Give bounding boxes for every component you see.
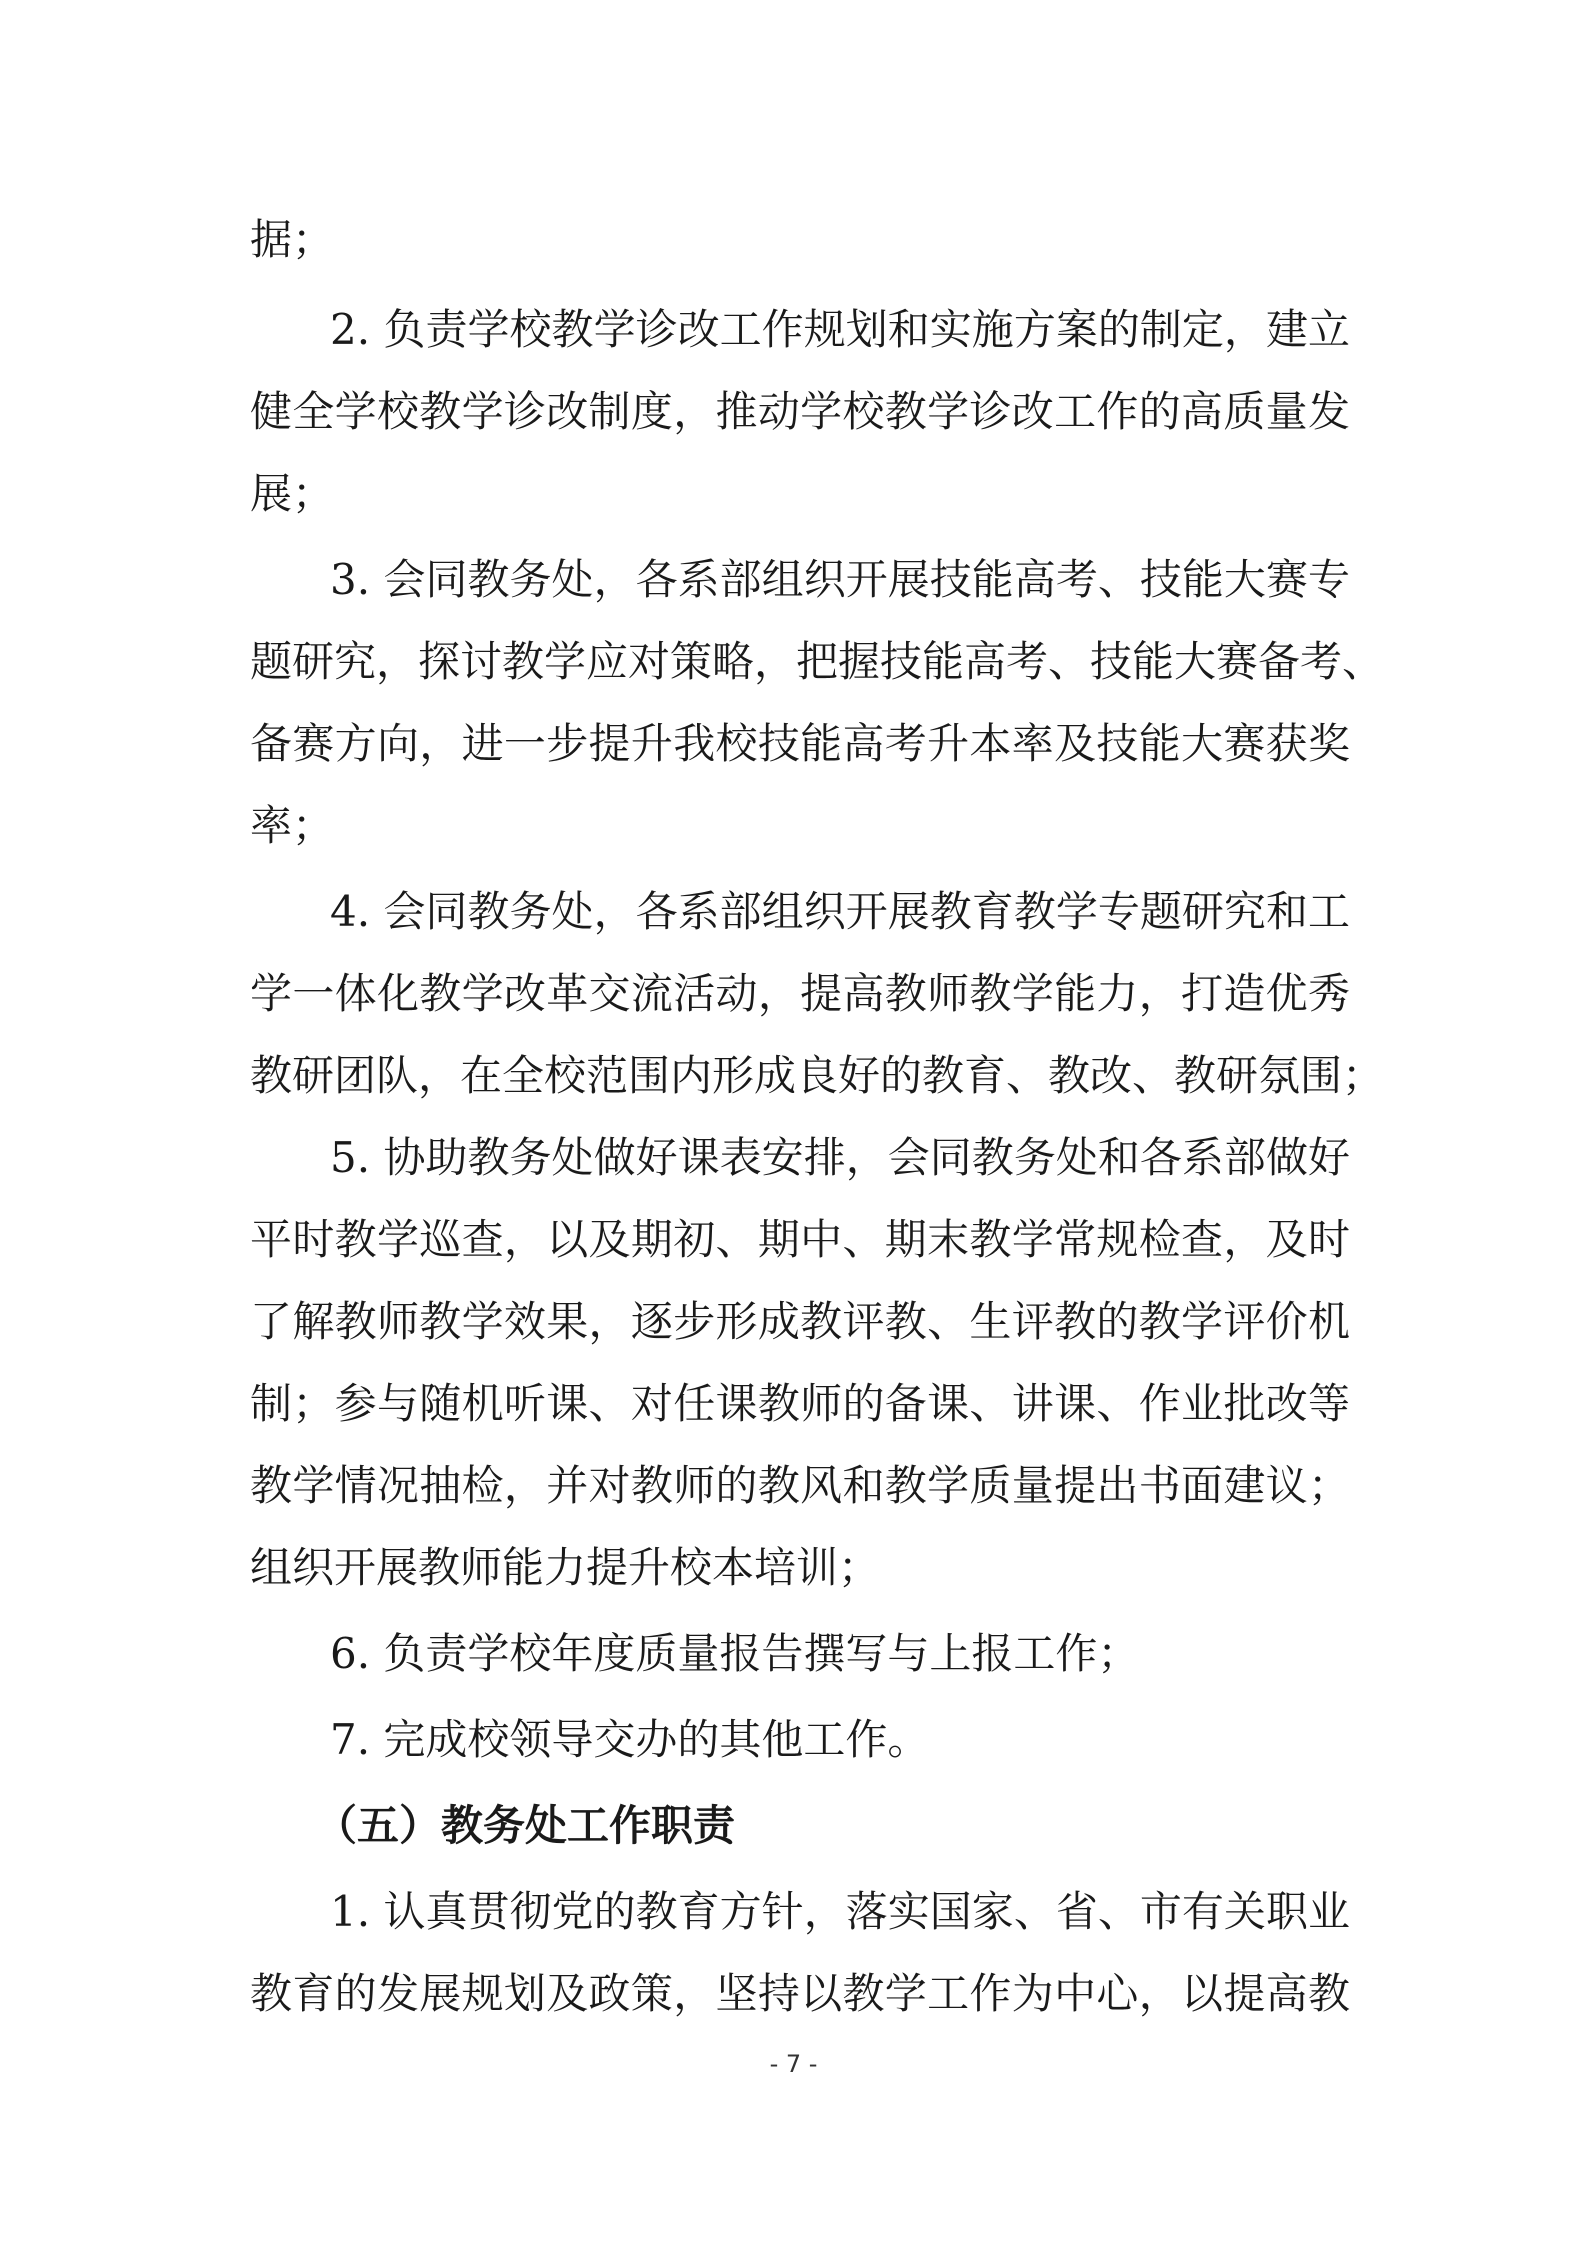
text-line: 教研团队，在全校范围内形成良好的教育、教改、教研氛围； [250,1051,1385,1100]
text-line: 率； [250,801,335,850]
text-line: 了解教师教学效果，逐步形成教评教、生评教的教学评价机 [250,1297,1350,1346]
page-number: - 7 - [769,2050,818,2078]
text-line: 平时教学巡查，以及期初、期中、期末教学常规检查，及时 [250,1215,1350,1264]
text-line: 5. 协助教务处做好课表安排，会同教务处和各系部做好 [330,1133,1350,1182]
section-heading: （五）教务处工作职责 [315,1801,736,1850]
text-line: 题研究，探讨教学应对策略，把握技能高考、技能大赛备考、 [250,637,1385,686]
text-line: 3. 会同教务处，各系部组织开展技能高考、技能大赛专 [330,555,1350,604]
text-line: 健全学校教学诊改制度，推动学校教学诊改工作的高质量发 [250,387,1350,436]
text-line: 学一体化教学改革交流活动，提高教师教学能力，打造优秀 [250,969,1350,1018]
text-line: 据； [250,215,335,264]
text-line: 6. 负责学校年度质量报告撰写与上报工作； [330,1629,1140,1678]
text-line: 1. 认真贯彻党的教育方针，落实国家、省、市有关职业 [330,1887,1350,1936]
text-line: 组织开展教师能力提升校本培训； [250,1543,881,1592]
text-line: 备赛方向，进一步提升我校技能高考升本率及技能大赛获奖 [250,719,1350,768]
text-line: 教学情况抽检，并对教师的教风和教学质量提出书面建议； [250,1461,1350,1510]
text-line: 2. 负责学校教学诊改工作规划和实施方案的制定，建立 [330,305,1350,354]
text-line: 展； [250,469,335,518]
text-line: 制；参与随机听课、对任课教师的备课、讲课、作业批改等 [250,1379,1350,1428]
text-line: 4. 会同教务处，各系部组织开展教育教学专题研究和工 [330,887,1350,936]
text-line: 教育的发展规划及政策，坚持以教学工作为中心，以提高教 [250,1969,1350,2018]
text-line: 7. 完成校领导交办的其他工作。 [330,1715,930,1764]
